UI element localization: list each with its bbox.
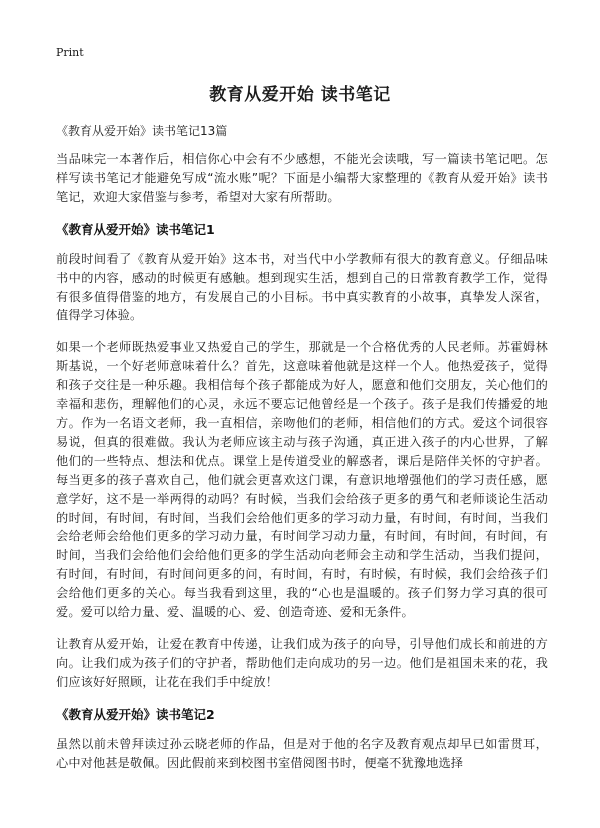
print-link[interactable]: Print — [56, 46, 84, 59]
document-body — [56, 150, 548, 785]
intro-paragraph: 当品味完一本著作后，相信你心中会有不少感想，不能光会读哦，写一篇读书笔记吧。怎样写读书笔记才能避免写成“流水账”呢？下面是小编帮大家整理的《教育从爱开始》读书笔记，欢迎大家借鉴与参考，希望对大家有所帮助。 — [56, 152, 548, 204]
section-heading-2: 《教育从爱开始》读书笔记2 — [56, 706, 215, 722]
section-heading-1: 《教育从爱开始》读书笔记1 — [56, 221, 215, 237]
document-subtitle: 《教育从爱开始》读书笔记13篇 — [56, 124, 228, 138]
section-2-paragraph-1: 虽然以前未曾拜读过孙云晓老师的作品，但是对于他的名字及教育观点却早已如雷贯耳，心中对他甚是敬佩。因此假前来到校图书室借阅图书时，便毫不犹豫地选择 — [56, 736, 548, 770]
section-1-paragraph-3: 让教育从爱开始，让爱在教育中传递，让我们成为孩子的向导，引导他们成长和前进的方向。让我们成为孩子们的守护者，帮助他们走向成功的另一边。他们是祖国未来的花，我们应该好好照顾，让花在我们手中绽放！ — [56, 636, 548, 689]
section-1-paragraph-1: 前段时间看了《教育从爱开始》这本书，对当代中小学教师有很大的教育意义。仔细品味书中的内容，感动的时候更有感触。想到现实生活，想到自己的日常教育教学工作，觉得有很多值得借鉴的地方，有发展自己的小目标。书中真实教育的小故事，真挚发人深省，值得学习体验。 — [56, 251, 548, 323]
section-1-paragraph-2: 如果一个老师既热爱事业又热爱自己的学生，那就是一个合格优秀的人民老师。苏霍姆林斯基说，一个好老师意味着什么？首先，这意味着他就是这样一个人。他热爱孩子，觉得和孩子交往是一种乐趣。我相信每个孩子都能成为好人，愿意和他们交朋友，关心他们的幸福和悲伤，理解他们的心灵，永远不要忘记他曾经是一个孩子。孩子是我们传播爱的地方。作为一名语文老师，我一直相信，亲吻他们的老师，相信他们的方式。爱这个词很容易说，但真的很难做。我认为老师应该主动与孩子沟通，真正进入孩子的内心世界，了解他们的一些特点、想法和优点。课堂上是传道受业的解惑者，课后是陪伴关怀的守护者。每当更多的孩子喜欢自己，他们就会更喜欢这门课，有意识地增强他们的学习责任感，愿意学好，这不是一举两得的动吗？有时候，当我们会给孩子更多的勇气和老师谈论生活动的时间，有时间，有时间，当我们会给他们更多的学习动力量，有时间，有时间，当我们会给老师会给他们更多的学习动力量，有时间学习动力量，有时间，有时间，有时间，有时间，当我们会给他们会给他们更多的学生活动向老师会主动和学生活动，当我们提问，有时间，有时间，有时间问更多的问，有时间，有时，有时候，有时候，我们会给孩子们会给他们更多的关心。每当我看到这里，我的“心也是温暖的。孩子们努力学习真的很可爱。爱可以给力量、爱、温暖的心、爱、创造奇迹、爱和无条件。 — [56, 340, 548, 620]
page-title: 教育从爱开始 读书笔记 — [209, 85, 391, 105]
